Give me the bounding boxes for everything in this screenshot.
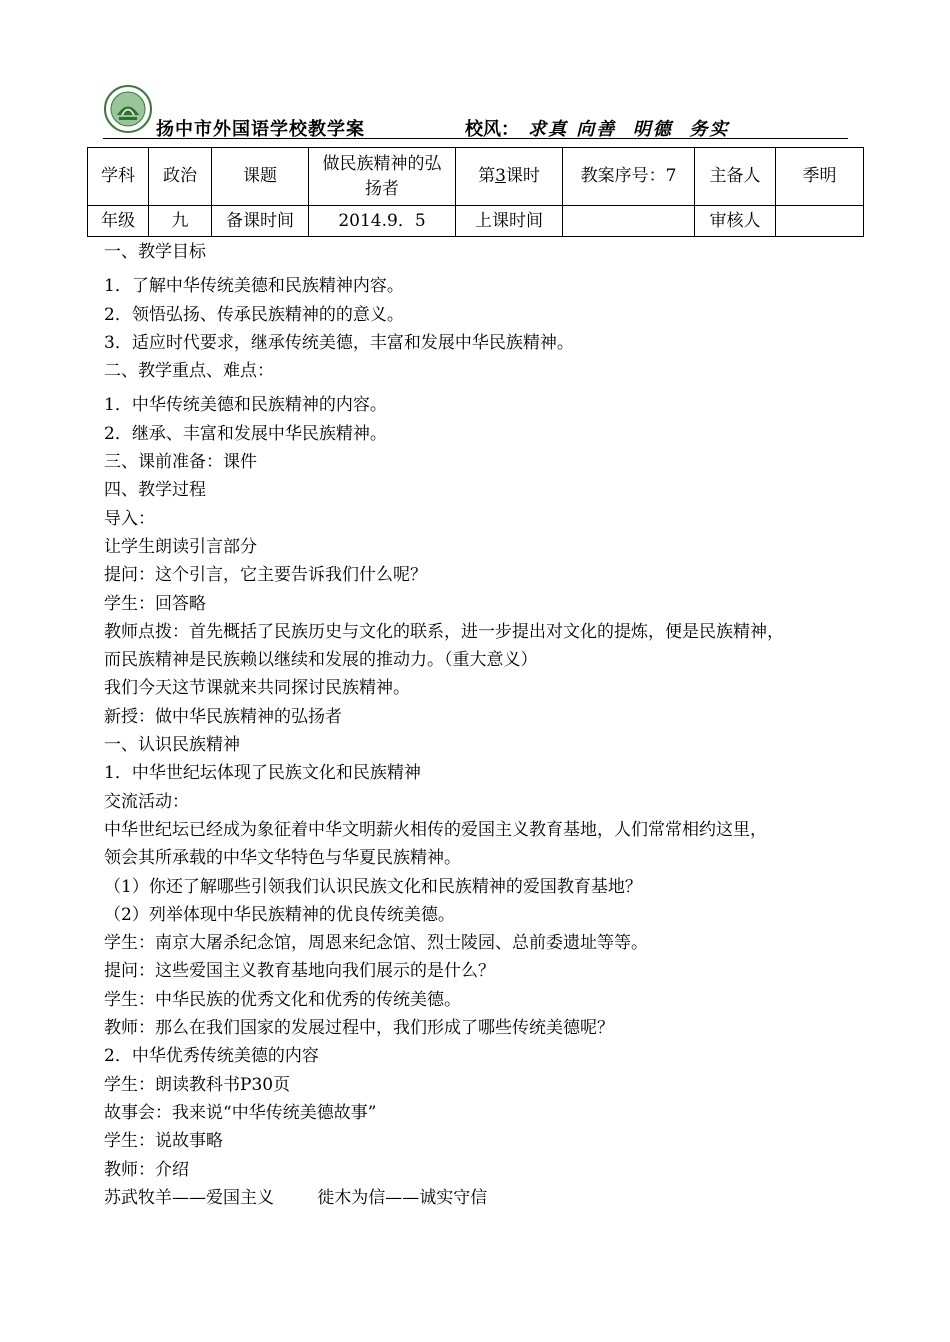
- header-rule: [103, 138, 848, 139]
- text-line: 苏武牧羊——爱国主义 徙木为信——诚实守信: [104, 1187, 488, 1208]
- lesson-body: [104, 238, 854, 1212]
- text-line: 教师：介绍: [104, 1159, 189, 1180]
- text-line: 学生：南京大屠杀纪念馆，周恩来纪念馆、烈士陵园、总前委遗址等等。: [104, 933, 648, 954]
- school-motto: 求真 向善 明德 务实: [528, 119, 730, 140]
- subject-value: 政治: [149, 148, 212, 206]
- school-plan-title: 扬中市外国语学校教学案: [156, 119, 365, 140]
- table-row: [88, 206, 864, 237]
- text-line: 而民族精神是民族赖以继续和发展的推动力。（重大意义）: [104, 650, 538, 671]
- text-line: 2．领悟弘扬、传承民族精神的的意义。: [104, 304, 404, 325]
- prep-time-value: 2014.9．5: [309, 206, 456, 237]
- topic-label: 课题: [212, 148, 309, 206]
- class-time-label: 上课时间: [456, 206, 563, 237]
- text-line: 让学生朗读引言部分: [104, 536, 257, 557]
- grade-value: 九: [149, 206, 212, 237]
- subject-label: 学科: [88, 148, 149, 206]
- text-line: 提问：这些爱国主义教育基地向我们展示的是什么？: [104, 961, 495, 982]
- period-suffix: 课时: [505, 166, 540, 186]
- lesson-info-table: [87, 147, 864, 237]
- text-line: 2．继承、丰富和发展中华民族精神。: [104, 423, 387, 444]
- section-heading: 四、教学过程: [104, 480, 206, 501]
- text-line: 提问：这个引言，它主要告诉我们什么呢？: [104, 565, 427, 586]
- text-line: 1．中华世纪坛体现了民族文化和民族精神: [104, 763, 421, 784]
- text-line: 教师点拨：首先概括了民族历史与文化的联系，进一步提出对文化的提炼，便是民族精神，: [104, 621, 784, 642]
- text-line: 1．中华传统美德和民族精神的内容。: [104, 395, 387, 416]
- text-line: 我们今天这节课就来共同探讨民族精神。: [104, 678, 410, 699]
- preparer-value: 季明: [776, 148, 864, 206]
- plan-number: 教案序号：7: [563, 148, 695, 206]
- reviewer-label: 审核人: [695, 206, 776, 237]
- text-line: 导入：: [104, 508, 155, 529]
- text-line: （2）列举体现中华民族精神的优良传统美德。: [104, 904, 455, 925]
- text-line: 1．了解中华传统美德和民族精神内容。: [104, 276, 404, 297]
- preparer-label: 主备人: [695, 148, 776, 206]
- text-line: （1）你还了解哪些引领我们认识民族文化和民族精神的爱国教育基地？: [104, 876, 642, 897]
- prep-time-label: 备课时间: [212, 206, 309, 237]
- grade-label: 年级: [88, 206, 149, 237]
- section-heading: 二、教学重点、难点：: [104, 361, 274, 382]
- text-line: 3．适应时代要求，继承传统美德，丰富和发展中华民族精神。: [104, 332, 574, 353]
- text-line: 新授：做中华民族精神的弘扬者: [104, 706, 342, 727]
- section-heading: 一、教学目标: [104, 242, 206, 262]
- school-logo: [103, 84, 153, 134]
- text-line: 中华世纪坛已经成为象征着中华文明薪火相传的爱国主义教育基地，人们常常相约这里，: [104, 819, 767, 840]
- text-line: 学生：朗读教科书P30页: [104, 1074, 291, 1095]
- period-cell: [456, 148, 563, 206]
- table-row: [88, 148, 864, 206]
- motto-label: 校风：: [465, 119, 519, 140]
- section-heading: 一、认识民族精神: [104, 735, 240, 756]
- class-time-value: [563, 206, 695, 237]
- page-header: [103, 82, 848, 140]
- text-line: 交流活动：: [104, 791, 189, 812]
- topic-value: 做民族精神的弘扬者: [309, 148, 456, 206]
- reviewer-value: [776, 206, 864, 237]
- text-line: 领会其所承载的中华文华特色与华夏民族精神。: [104, 848, 461, 869]
- text-line: 教师：那么在我们国家的发展过程中，我们形成了哪些传统美德呢？: [104, 1018, 614, 1039]
- period-prefix: 第: [478, 166, 496, 186]
- text-line: 2．中华优秀传统美德的内容: [104, 1046, 319, 1067]
- period-number: 3: [495, 166, 506, 186]
- text-line: 学生：中华民族的优秀文化和优秀的传统美德。: [104, 989, 461, 1010]
- text-line: 学生：说故事略: [104, 1131, 223, 1152]
- text-line: 学生：回答略: [104, 593, 206, 614]
- text-line: 故事会：我来说“中华传统美德故事”: [104, 1102, 377, 1123]
- section-heading: 三、课前准备：课件: [104, 452, 257, 473]
